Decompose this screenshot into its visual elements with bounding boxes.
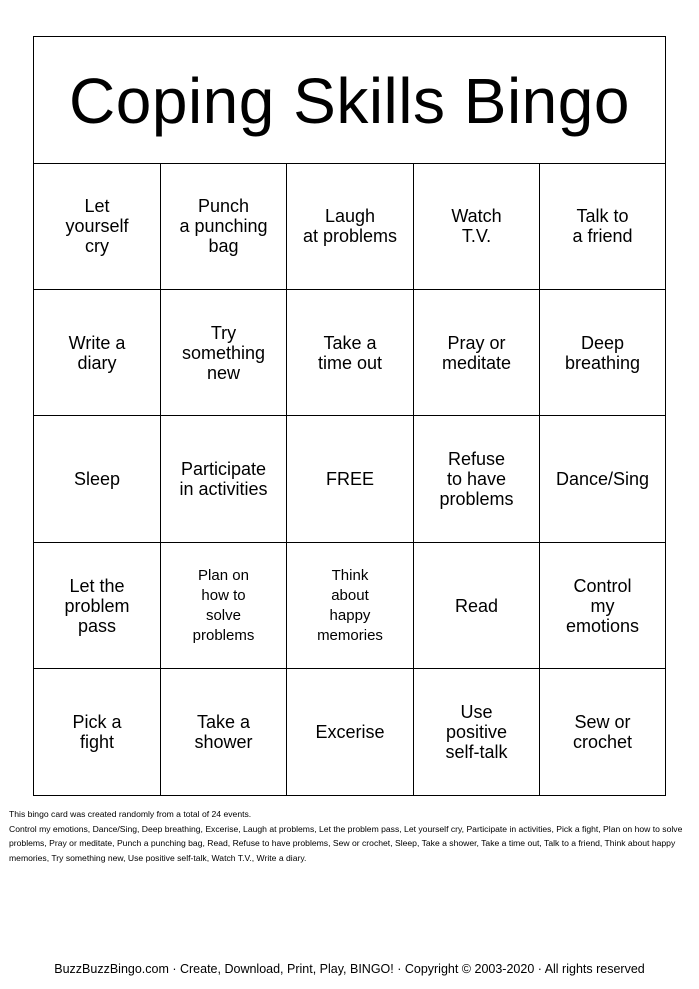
cell-text: Dance/Sing	[555, 469, 650, 489]
free-space-cell	[287, 416, 414, 543]
cell-text: Use positive self-talk	[445, 702, 508, 762]
cell-text: Let the problem pass	[64, 575, 130, 636]
cell-text: Read	[454, 595, 499, 616]
cell-text: Talk to a friend	[572, 206, 633, 246]
bingo-cell	[34, 669, 161, 795]
bingo-grid	[34, 163, 665, 795]
bingo-cell	[161, 416, 287, 543]
bingo-cell	[414, 543, 540, 669]
cell-text: Sleep	[73, 469, 121, 489]
bingo-cell	[287, 290, 414, 416]
bingo-cell	[161, 290, 287, 416]
bingo-cell	[540, 416, 665, 543]
bingo-cell	[161, 163, 287, 290]
cell-text: Plan on how to solve problems	[192, 566, 255, 644]
cell-text: Punch a punching bag	[179, 196, 268, 256]
free-space-text: FREE	[325, 469, 374, 489]
cell-text: Control my emotions	[565, 575, 640, 636]
cell-text: Sew or crochet	[572, 712, 633, 752]
card-notes	[9, 807, 689, 865]
cell-text: Think about happy memories	[317, 566, 383, 644]
bingo-cell	[34, 416, 161, 543]
cell-text: Let yourself cry	[65, 196, 129, 256]
cell-text: Write a diary	[68, 332, 126, 373]
cell-text: Take a shower	[194, 712, 253, 752]
bingo-cell	[540, 543, 665, 669]
bingo-cell	[540, 669, 665, 795]
cell-text: Try something new	[181, 322, 266, 383]
bingo-cell	[414, 290, 540, 416]
bingo-cell	[287, 669, 414, 795]
bingo-cell	[540, 290, 665, 416]
notes-event-list: Control my emotions, Dance/Sing, Deep breathing, Excerise, Laugh at problems, Let the problem pass, Let yourself cry, Participate in activities, Pick a fight, Plan on how to solve problems, Pray or meditate, Punch a punching bag, Read, Refuse to have problems, Sew or crochet, Sleep, Take a shower, Take a time out, Talk to a friend, Think about happy memories, Try something new, Use positive self-talk, Watch T.V., Write a diary.	[9, 823, 683, 863]
bingo-cell	[414, 416, 540, 543]
bingo-cell	[34, 543, 161, 669]
cell-text: Excerise	[315, 722, 385, 742]
card-title: Coping Skills Bingo	[69, 65, 630, 137]
notes-summary: This bingo card was created randomly from a total of 24 events.	[9, 809, 252, 819]
cell-text: Pick a fight	[72, 712, 122, 752]
bingo-cell	[34, 163, 161, 290]
bingo-card	[33, 36, 666, 796]
cell-text: Take a time out	[317, 332, 383, 373]
bingo-cell	[540, 163, 665, 290]
cell-text: Watch T.V.	[451, 206, 502, 246]
bingo-cell	[414, 163, 540, 290]
cell-text: Participate in activities	[179, 459, 268, 499]
title-row	[34, 37, 665, 164]
bingo-cell	[161, 543, 287, 669]
page-footer: BuzzBuzzBingo.com · Create, Download, Print, Play, BINGO! · Copyright © 2003-2020 · All rights reserved	[54, 962, 645, 976]
cell-text: Deep breathing	[564, 332, 641, 373]
bingo-cell	[287, 163, 414, 290]
cell-text: Pray or meditate	[441, 332, 512, 373]
bingo-cell	[34, 290, 161, 416]
bingo-cell	[161, 669, 287, 795]
bingo-cell	[414, 669, 540, 795]
cell-text: Laugh at problems	[302, 206, 398, 246]
bingo-cell	[287, 543, 414, 669]
cell-text: Refuse to have problems	[439, 449, 514, 509]
